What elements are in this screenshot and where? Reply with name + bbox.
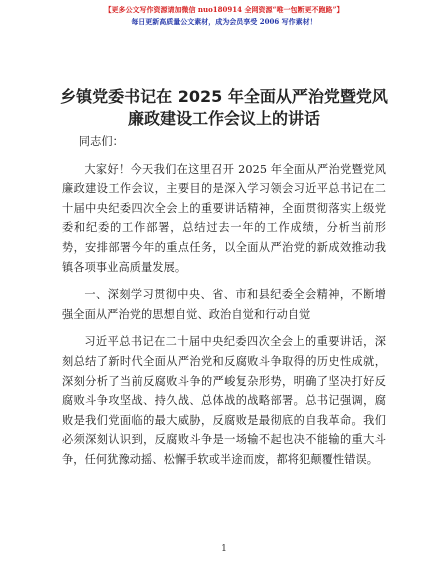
document-body xyxy=(62,132,386,478)
promo-banner xyxy=(0,4,448,28)
promo-banner-line-2: 每日更新高质量公文素材，成为会员享受 2006 写作素材！ xyxy=(131,17,317,26)
section-heading-1: 一、深刻学习贯彻中央、省、市和县纪委全会精神，不断增强全面从严治党的思想自觉、政治自觉和行动自觉 xyxy=(62,288,386,321)
salutation: 同志们： xyxy=(78,135,124,148)
page-number: 1 xyxy=(221,544,227,554)
paragraph-intro: 大家好！今天我们在这里召开 2025 年全面从严治党暨党风廉政建设工作会议，主要目的是深入学习领会习近平总书记在二十届中央纪委四次全会上的重要讲话精神，全面贯彻落实上级党委和纪委的工作部署，总结过去一年的工作成绩，分析当前形势，安排部署今年的重点任务，以全面从严治党的新成效推动我镇各项事业高质量发展。 xyxy=(62,162,386,274)
promo-banner-line-1: 【更多公文写作资源请加微信 nuo180914 全网资源“唯一包断更不跑路”】 xyxy=(104,5,344,14)
document-title: 乡镇党委书记在 2025 年全面从严治党暨党风廉政建设工作会议上的讲话 xyxy=(60,87,388,128)
paragraph-section-1: 习近平总书记在二十届中央纪委四次全会上的重要讲话，深刻总结了新时代全面从严治党和反腐败斗争取得的历史性成就，深刻分析了当前反腐败斗争的严峻复杂形势，明确了坚决打好反腐败斗争攻坚战、持久战、总体战的战略部署。总书记强调，腐败是我们党面临的最大威胁，反腐败是最彻底的自我革命。我们必须深刻认识到，反腐败斗争是一场输不起也决不能输的重大斗争，任何犹豫动摇、松懈手软或半途而废，都将犯颠覆性错误。 xyxy=(62,335,386,466)
